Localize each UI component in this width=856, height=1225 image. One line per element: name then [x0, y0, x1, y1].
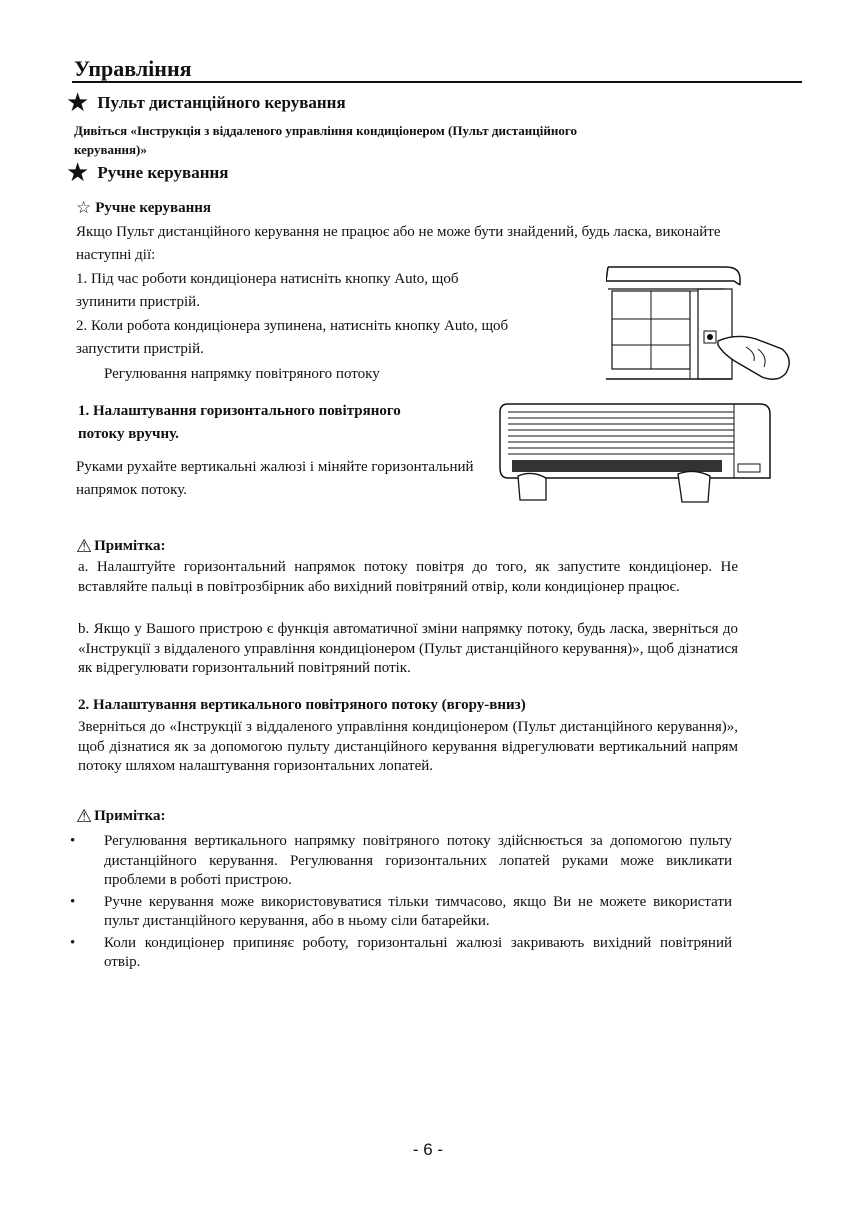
section-remote-text: Дивіться «Інструкція з віддаленого управління кондиціонером (Пульт дистанційного керування)»: [74, 123, 577, 157]
title-divider: [72, 81, 802, 83]
vertical-airflow-text: Зверніться до «Інструкції з віддаленого управління кондиціонером (Пульт дистанційного керування)», щоб дізнатися як за допомогою пульту дистанційного керування відрегулювати вертикальний напрям потоку шляхом налаштування горизонтальних лопатей.: [78, 719, 738, 774]
note-2-bullet: [70, 934, 732, 973]
section-remote-heading-text: Пульт дистанційного керування: [97, 93, 346, 112]
manual-step-2: 2. Коли робота кондиціонера зупинена, натисніть кнопку Auto, щоб запустити пристрій.: [76, 318, 509, 357]
note-1-item-b: b. Якщо у Вашого пристрою є функція автоматичної зміни напрямку потоку, будь ласка, зверніться до «Інструкції з віддаленого управління кондиціонером (Пульт дистанційного керування)», щоб дізнатися як відрегулювати горизонтальний повітряний потік.: [78, 621, 738, 676]
horizontal-airflow-heading: 1. Налаштування горизонтального повітряного потоку вручну.: [78, 403, 401, 442]
note-2-label-text: Примітка:: [94, 808, 166, 824]
manual-intro: Якщо Пульт дистанційного керування не працює або не може бути знайдений, будь ласка, виконайте наступні дії:: [76, 224, 721, 263]
outline-star-icon: ☆: [76, 198, 92, 218]
note-2-bullet-text: Ручне керування може використовуватися тільки тимчасово, якщо Ви не можете використати пульт дистанційного керування, або в ньому сіли батарейки.: [104, 893, 732, 929]
section-manual-heading: [66, 158, 229, 188]
indoor-unit-louver-illustration: [498, 398, 780, 504]
note-2-bullet-text: Регулювання вертикального напрямку повітряного потоку здійснюється за допомогою пульту дистанційного керування. Регулювання горизонтальних лопатей руками може викликати проблеми в роботі пристрою.: [104, 833, 732, 888]
page-number: - 6 -: [412, 1140, 444, 1159]
note-1-label-text: Примітка:: [94, 538, 166, 554]
black-star-icon: ★: [66, 158, 90, 188]
bullet-dot-icon: •: [70, 833, 76, 849]
bullet-dot-icon: •: [70, 934, 76, 951]
note-1-item-a: a. Налаштуйте горизонтальний напрямок потоку повітря до того, як запустите кондиціонер. Не вставляйте пальці в повітрозбірник або вихідний повітряний отвір, коли кондиціонер працює.: [78, 559, 738, 595]
note-2-bullet: [70, 832, 732, 891]
manual-subheading-text: Ручне керування: [95, 199, 211, 216]
horizontal-airflow-text: Руками рухайте вертикальні жалюзі і міняйте горизонтальний напрямок потоку.: [76, 459, 474, 498]
note-2-bullet-text: Коли кондиціонер припиняє роботу, горизонтальні жалюзі закривають вихідний повітряний отвір.: [104, 934, 732, 970]
note-1-label: [76, 536, 165, 557]
warning-icon: ⚠: [76, 806, 93, 827]
warning-icon: ⚠: [76, 536, 93, 557]
vertical-airflow-heading: 2. Налаштування вертикального повітряного потоку (вгору-вниз): [78, 697, 526, 713]
airflow-direction-line: Регулювання напрямку повітряного потоку: [104, 366, 380, 382]
section-manual-heading-text: Ручне керування: [97, 163, 229, 182]
auto-button-illustration: [606, 263, 796, 388]
manual-step-1: 1. Під час роботи кондиціонера натисніть кнопку Auto, щоб зупинити пристрій.: [76, 271, 459, 310]
black-star-icon: ★: [66, 88, 90, 118]
section-remote-heading: [66, 88, 346, 118]
note-2-label: [76, 806, 165, 827]
bullet-dot-icon: •: [70, 893, 76, 910]
manual-subheading: [76, 198, 211, 218]
note-2-list: [70, 832, 732, 975]
note-2-bullet: [70, 893, 732, 932]
page-title: Управління: [74, 56, 192, 81]
